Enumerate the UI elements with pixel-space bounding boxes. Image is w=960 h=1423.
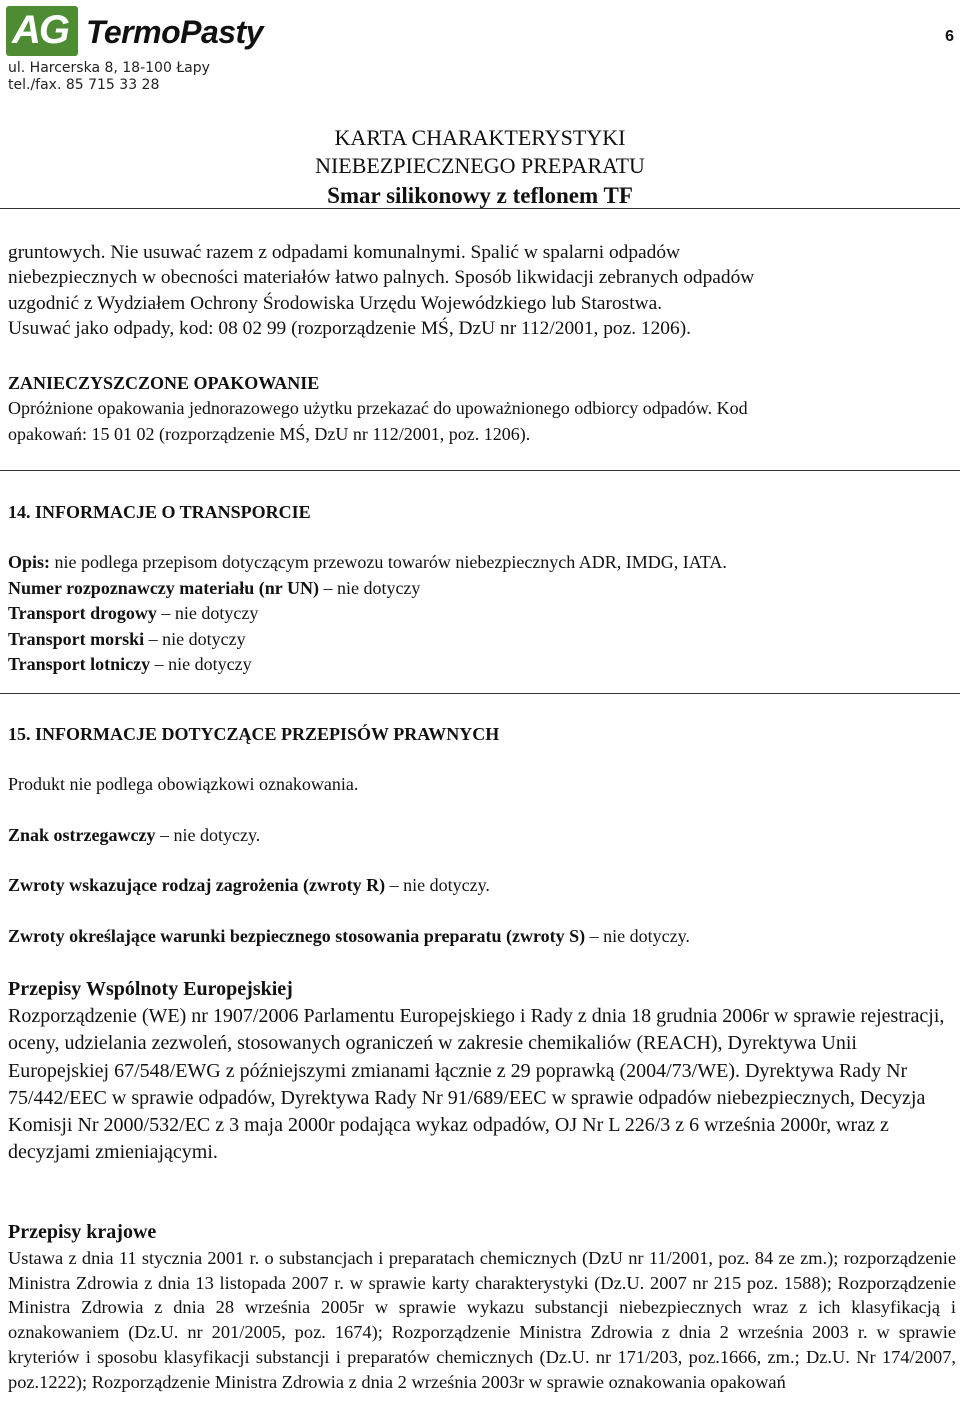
transport-item-label: Transport drogowy xyxy=(8,603,157,624)
national-regulations xyxy=(8,1219,956,1394)
eu-regulations xyxy=(8,976,956,1166)
transport-item xyxy=(8,627,956,652)
transport-item-value: – nie dotyczy xyxy=(156,603,259,624)
opis-label: Opis: xyxy=(8,552,51,573)
logo-badge xyxy=(6,6,78,56)
text-line: uzgodnić z Wydziałem Ochrony Środowiska Urzędu Wojewódzkiego lub Starostwa. xyxy=(8,292,663,314)
section-divider xyxy=(0,470,960,471)
text-line: Usuwać jako odpady, kod: 08 02 99 (rozporządzenie MŚ, DzU nr 112/2001, poz. 1206). xyxy=(8,318,692,340)
eu-text: Rozporządzenie (WE) nr 1907/2006 Parlamentu Europejskiego i Rady z dnia 18 grudnia 2006r w sprawie rejestracji, oceny, udzielania zezwoleń, stosowanych ograniczeń w zakresie chemikaliów (REACH), Dyrektywa Unii Europejskiej 67/548/EWG z późniejszymi zmianami łącznie z 29 poprawką (2004/73/WE). Dyrektywa Rady Nr 75/442/EEC w sprawie odpadów, Dyrektywa Rady Nr 91/689/EEC w sprawie odpadów niebezpiecznych, Decyzja Komisji Nr 2000/532/EC z 3 maja 2000r podająca wykaz odpadów, OJ Nr L 226/3 z 6 września 2000r, wraz z decyzjami zmieniającymi. xyxy=(8,1005,945,1164)
national-heading: Przepisy krajowe xyxy=(8,1221,157,1243)
transport-item-value: – nie dotyczy xyxy=(318,577,421,598)
transport-item-label: Numer rozpoznawczy materiału (nr UN) xyxy=(8,577,319,598)
r-phrases-label: Zwroty wskazujące rodzaj zagrożenia (zwroty R) xyxy=(8,875,386,896)
logo-name: TermoPasty xyxy=(86,14,263,50)
s-phrases-value: – nie dotyczy. xyxy=(585,925,690,946)
labelling-note: Produkt nie podlega obowiązkowi oznakowania. xyxy=(8,774,359,795)
page-number: 6 xyxy=(945,28,954,45)
transport-item-label: Transport lotniczy xyxy=(8,654,151,675)
warning-sign-row xyxy=(8,823,956,848)
packaging-heading: ZANIECZYSZCZONE OPAKOWANIE xyxy=(8,373,320,393)
document-title xyxy=(0,124,960,212)
product-name: Smar silikonowy z teflonem TF xyxy=(327,183,633,208)
section14-heading: 14. INFORMACJE O TRANSPORCIE xyxy=(8,502,311,522)
r-phrases-value: – nie dotyczy. xyxy=(385,875,490,896)
s-phrases-row xyxy=(8,924,956,949)
logo-mark: AG xyxy=(12,8,68,52)
transport-item xyxy=(8,576,956,601)
text-line: niebezpiecznych w obecności materiałów łatwo palnych. Sposób likwidacji zebranych odpadów xyxy=(8,267,755,289)
section13-continuation xyxy=(8,240,956,342)
packaging-line: opakowań: 15 01 02 (rozporządzenie MŚ, DzU nr 112/2001, poz. 1206). xyxy=(8,423,531,444)
company-phone: tel./fax. 85 715 33 28 xyxy=(8,77,160,93)
transport-item-value: – nie dotyczy xyxy=(144,628,246,649)
section-divider xyxy=(0,693,960,694)
text-line: gruntowych. Nie usuwać razem z odpadami komunalnymi. Spalić w spalarni odpadów xyxy=(8,242,681,263)
section15-heading: 15. INFORMACJE DOTYCZĄCE PRZEPISÓW PRAWNYCH xyxy=(8,724,500,744)
section14 xyxy=(8,500,956,677)
packaging-block xyxy=(8,371,956,447)
transport-item-value: – nie dotyczy xyxy=(150,654,252,675)
section15 xyxy=(8,722,956,949)
warning-sign-value: – nie dotyczy. xyxy=(155,824,261,845)
r-phrases-row xyxy=(8,873,956,898)
header-divider xyxy=(0,208,960,209)
title-line-2: NIEBEZPIECZNEGO PREPARATU xyxy=(315,153,645,178)
packaging-line: Opróżnione opakowania jednorazowego użytku przekazać do upoważnionego odbiorcy odpadów. Kod xyxy=(8,398,748,419)
transport-item xyxy=(8,601,956,626)
s-phrases-label: Zwroty określające warunki bezpiecznego stosowania preparatu (zwroty S) xyxy=(8,925,586,946)
transport-description xyxy=(8,550,956,575)
title-line-1: KARTA CHARAKTERYSTYKI xyxy=(334,125,626,150)
company-address: ul. Harcerska 8, 18-100 Łapy xyxy=(8,60,210,76)
warning-sign-label: Znak ostrzegawczy xyxy=(8,824,156,845)
opis-text: nie podlega przepisom dotyczącym przewozu towarów niebezpiecznych ADR, IMDG, IATA. xyxy=(50,552,727,573)
transport-item xyxy=(8,652,956,677)
transport-item-label: Transport morski xyxy=(8,628,145,649)
eu-heading: Przepisy Wspólnoty Europejskiej xyxy=(8,978,293,1000)
national-text: Ustawa z dnia 11 stycznia 2001 r. o substancjach i preparatach chemicznych (DzU nr 11/2001, poz. 84 ze zm.); rozporządzenie Ministra Zdrowia z dnia 13 listopada 2007 r. w sprawie karty charakterystyki (Dz.U. 2007 nr 215 poz. 1588); Rozporządzenie Ministra Zdrowia z dnia 28 września 2005r w sprawie wykazu substancji niebezpiecznych wraz z ich klasyfikacją i oznakowaniem (Dz.U. nr 201/2005, poz. 1674); Rozporządzenie Ministra Zdrowia z dnia 2 września 2003 r. w sprawie kryteriów i sposobu klasyfikacji substancji i preparatów chemicznych (Dz.U. nr 171/203, poz.1666, zm.; Dz.U. Nr 174/2007, poz.1222); Rozporządzenie Ministra Zdrowia z dnia 2 września 2003r w sprawie oznakowania opakowań xyxy=(8,1248,956,1392)
